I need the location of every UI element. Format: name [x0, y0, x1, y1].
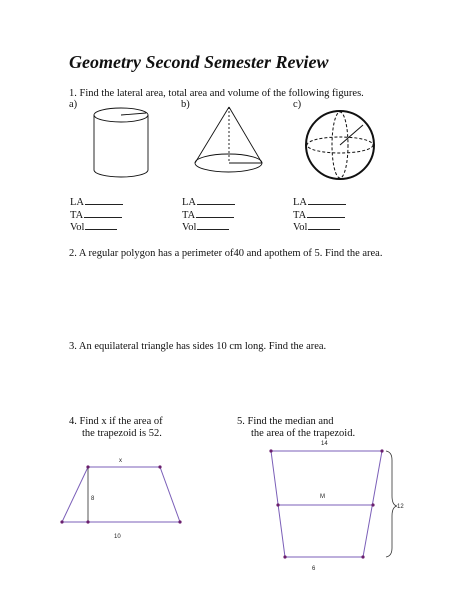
ta-label: TA [70, 209, 84, 221]
la-label: LA [293, 197, 307, 208]
question-3-prompt: 3. An equilateral triangle has sides 10 cm long. Find the area. [69, 341, 327, 352]
q5-top-label: 14 [321, 441, 328, 447]
question-1-prompt: 1. Find the lateral area, total area and volume of the following figures. [69, 88, 364, 99]
la-label: LA [70, 197, 84, 208]
page-title: Geometry Second Semester Review [69, 52, 329, 72]
vol-label: Vol [182, 222, 197, 233]
vol-label: Vol [293, 222, 308, 233]
figure-a-label: a) [69, 99, 78, 110]
question-5-line-1: 5. Find the median and [237, 416, 334, 427]
q4-top-label: x [119, 458, 122, 464]
q4-height-label: 8 [91, 496, 95, 502]
question-5-line-2: the area of the trapezoid. [251, 428, 356, 439]
la-label: LA [182, 197, 196, 208]
q5-height-label: 12 [397, 504, 404, 510]
q4-bottom-label: 10 [114, 534, 121, 540]
figure-c-label: c) [293, 99, 302, 110]
vol-label: Vol [70, 222, 85, 233]
question-2-prompt: 2. A regular polygon has a perimeter of40 and apothem of 5. Find the area. [69, 248, 383, 259]
q5-median-label: M [320, 494, 325, 500]
question-4-line-2: the trapezoid is 52. [82, 428, 162, 439]
q5-bottom-label: 6 [312, 566, 316, 572]
ta-label: TA [293, 209, 307, 221]
question-4-line-1: 4. Find x if the area of [69, 416, 163, 427]
ta-label: TA [182, 209, 196, 221]
figure-b-label: b) [181, 99, 190, 110]
